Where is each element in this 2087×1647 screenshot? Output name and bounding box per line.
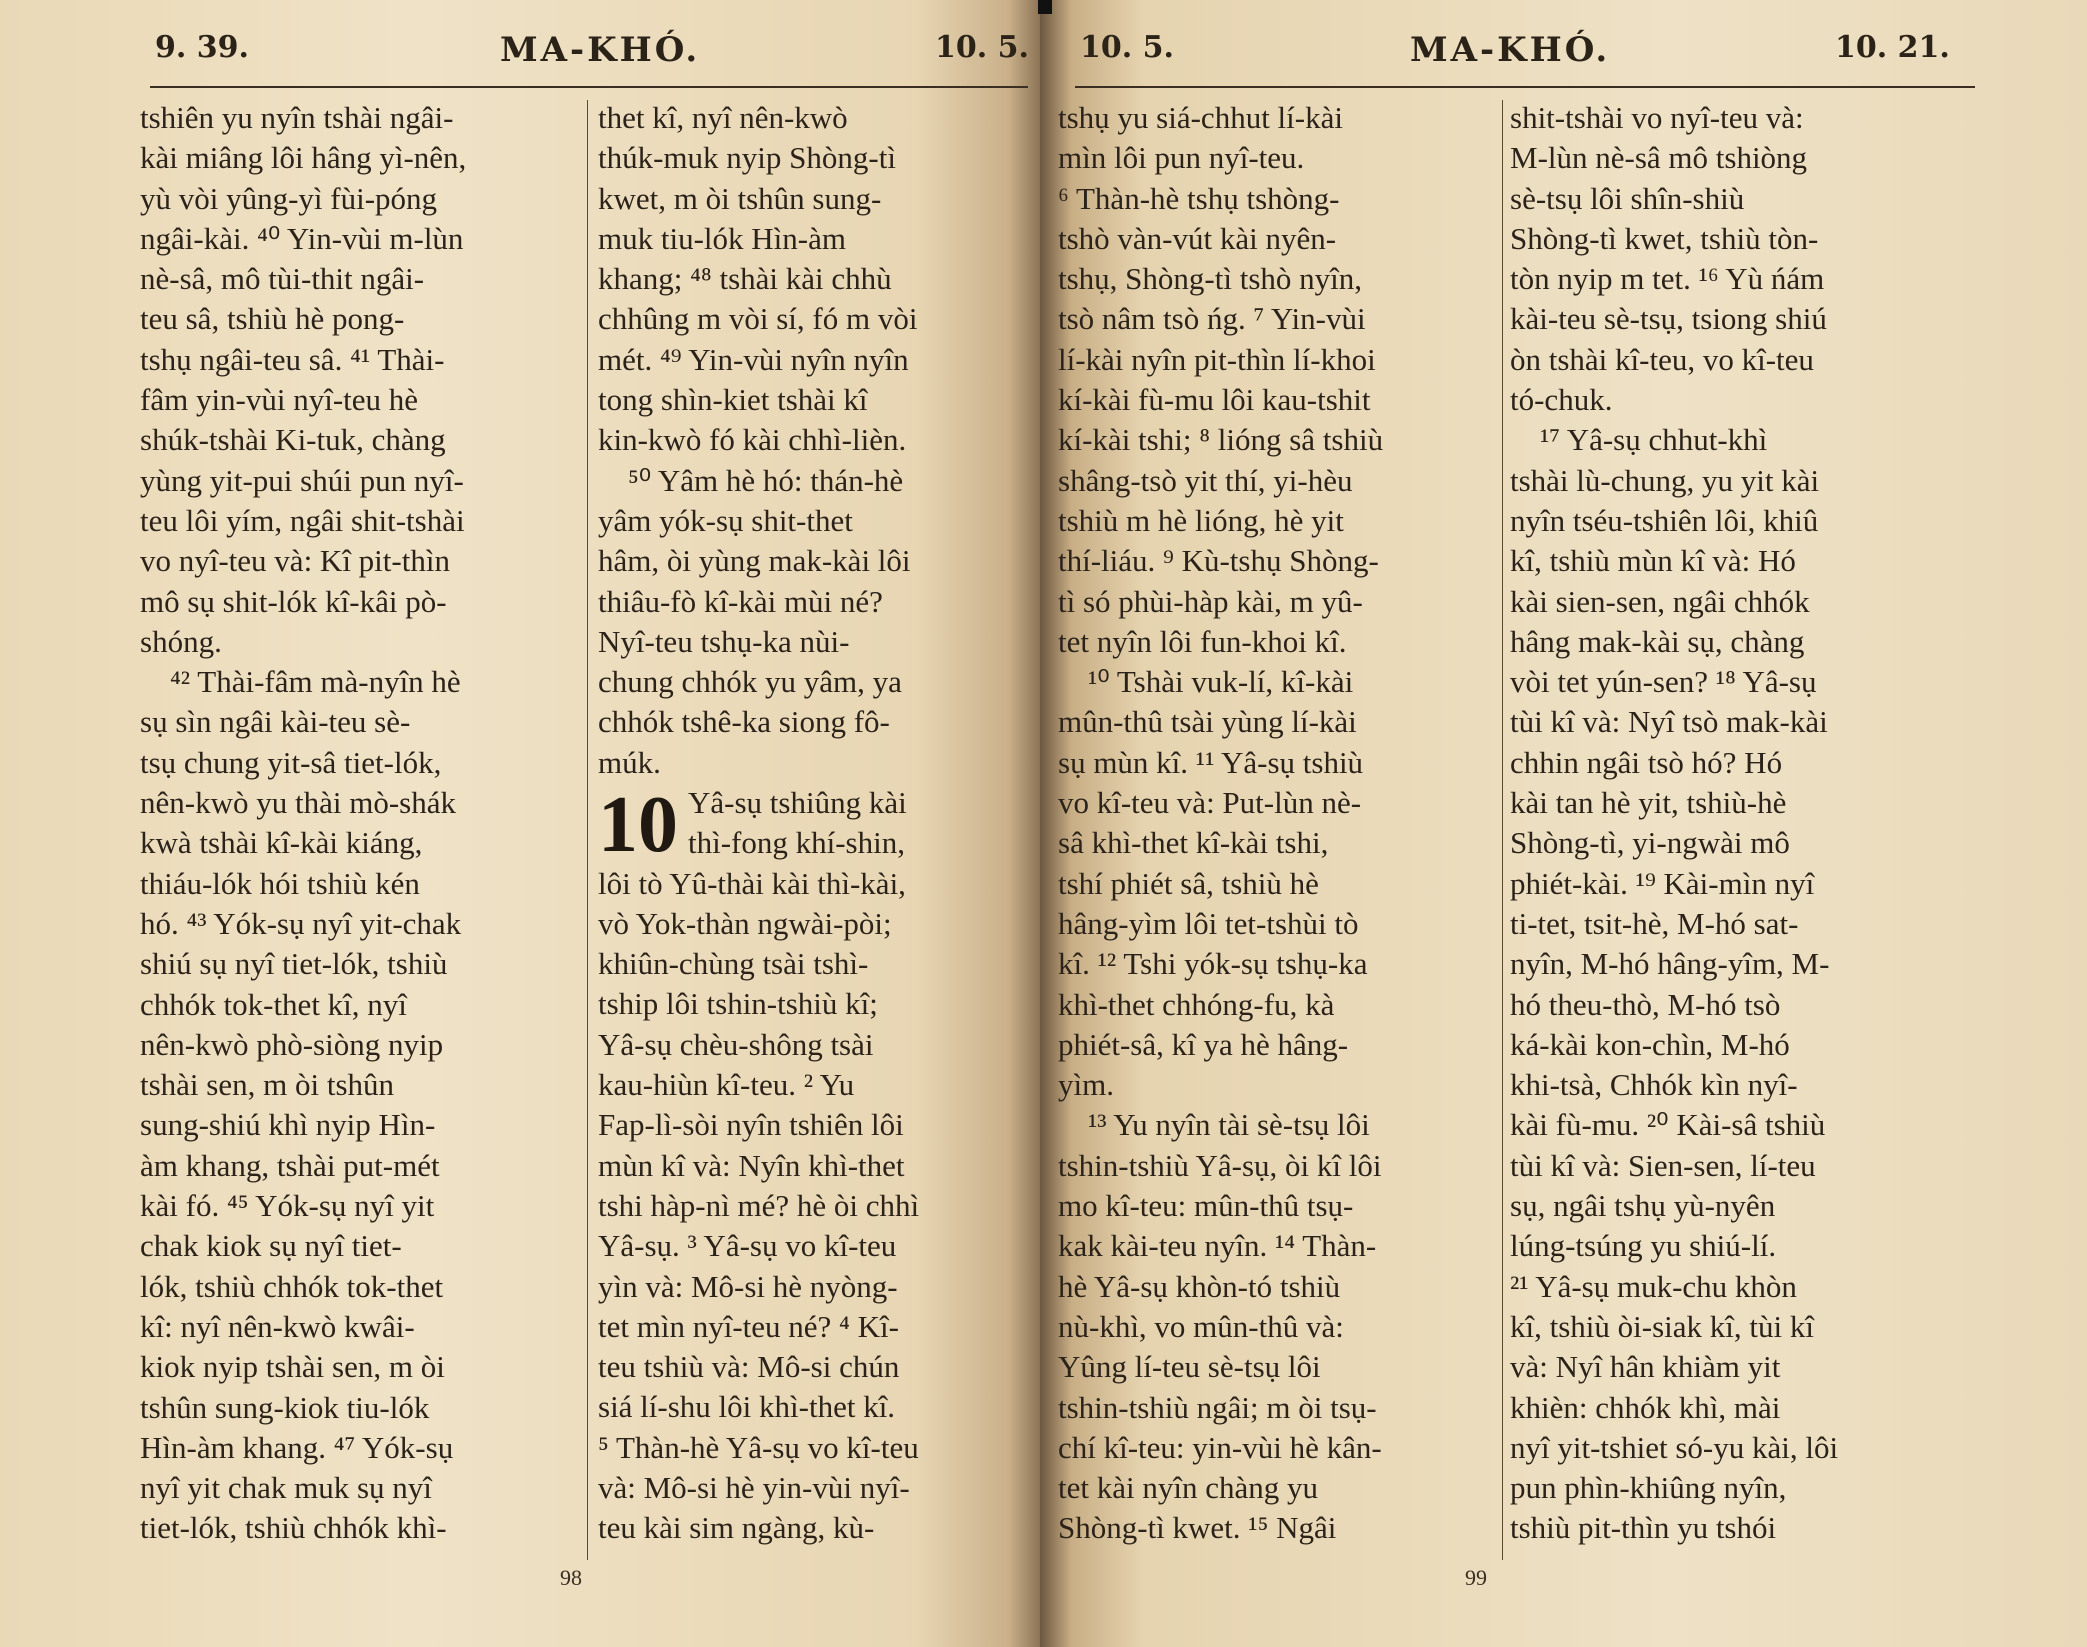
text-line: tshiù pit-thìn yu tshói	[1510, 1510, 1777, 1546]
text-line: vò Yok-thàn ngwài-pòi;	[598, 905, 892, 941]
text-line: phiét-sâ, kî ya hè hâng-	[1058, 1026, 1349, 1062]
text-line: kak kài-teu nyîn. ¹⁴ Thàn-	[1058, 1228, 1377, 1264]
text-line: chhók tshê-ka siong fô-	[598, 704, 890, 740]
left-column-1	[140, 98, 572, 1549]
text-line: Yâ-sụ chèu-shông tsài	[598, 1026, 874, 1062]
text-line: kwà tshài kî-kài kiáng,	[140, 825, 423, 861]
text-line: Shòng-tì, yi-ngwài mô	[1510, 825, 1790, 861]
right-column-2	[1510, 98, 1934, 1549]
text-line: Yâ-sụ tshiûng kài	[688, 785, 907, 820]
text-line: nên-kwò phò-siòng nyip	[140, 1026, 444, 1062]
text-line: tó-chuk.	[1510, 382, 1613, 418]
text-line: chhók tok-thet kî, nyî	[140, 986, 407, 1022]
text-line: thúk-muk nyip Shòng-tì	[598, 140, 896, 176]
text-line: ngâi-kài. ⁴⁰ Yin-vùi m-lùn	[140, 220, 464, 256]
text-line: ti-tet, tsit-hè, M-hó sat-	[1510, 905, 1799, 941]
text-line: shúk-tshài Ki-tuk, chàng	[140, 422, 446, 458]
right-page	[1040, 0, 2087, 1647]
text-line: lôi tò Yû-thài kài thì-kài,	[598, 865, 906, 901]
text-line: khiûn-chùng tsài tshì-	[598, 946, 869, 982]
text-line: ¹⁰ Tshài vuk-lí, kî-kài	[1088, 664, 1354, 700]
text-line: tshụ yu siá-chhut lí-kài	[1058, 100, 1343, 135]
left-page-header	[0, 30, 1040, 80]
text-line: nè-sâ, mô tùi-thit ngâi-	[140, 261, 425, 297]
text-line: lók, tshiù chhók tok-thet	[140, 1268, 444, 1304]
text-line: sâ khì-thet kî-kài tshi,	[1058, 825, 1329, 861]
text-line: mìn lôi pun nyî-teu.	[1058, 140, 1305, 176]
text-line: tshin-tshiù ngâi; m òi tsụ-	[1058, 1389, 1377, 1425]
text-line: tshài sen, m òi tshûn	[140, 1067, 395, 1103]
text-line: nên-kwò yu thài mò-shák	[140, 785, 456, 821]
text-line: Fap-lì-sòi nyîn tshiên lôi	[598, 1107, 904, 1143]
left-page	[0, 0, 1040, 1647]
right-column-1	[1058, 98, 1482, 1549]
text-line: phiét-kài. ¹⁹ Kài-mìn nyî	[1510, 865, 1815, 901]
text-line: kí-kài fù-mu lôi kau-tshit	[1058, 382, 1371, 418]
text-line: tshò vàn-vút kài nyên-	[1058, 220, 1337, 256]
right-page-number: 99	[1465, 1565, 1487, 1590]
text-line: khi-tsà, Chhók kìn nyî-	[1510, 1067, 1798, 1103]
text-line: sụ mùn kî. ¹¹ Yâ-sụ tshiù	[1058, 744, 1364, 780]
left-column-2	[598, 98, 1012, 783]
text-line: kau-hiùn kî-teu. ² Yu	[598, 1067, 855, 1103]
text-line: ⁵ Thàn-hè Yâ-sụ vo kî-teu	[598, 1429, 919, 1465]
text-line: pun phìn-khiûng nyîn,	[1510, 1470, 1787, 1506]
text-line: nyîn, M-hó hâng-yîm, M-	[1510, 946, 1830, 982]
text-line: thiáu-lók hói tshiù kén	[140, 865, 420, 901]
text-line: mo kî-teu: mûn-thû tsụ-	[1058, 1188, 1354, 1224]
text-line: yìn và: Mô-si hè nyòng-	[598, 1268, 898, 1304]
text-line: Yâ-sụ. ³ Yâ-sụ vo kî-teu	[598, 1228, 897, 1264]
text-line: tshài lù-chung, yu yit kài	[1510, 462, 1820, 498]
text-line: và: Nyî hân khiàm yit	[1510, 1349, 1781, 1385]
text-line: tshin-tshiù Yâ-sụ, òi kî lôi	[1058, 1147, 1382, 1183]
text-line: múk.	[598, 744, 661, 780]
text-line: kin-kwò fó kài chhì-lièn.	[598, 422, 907, 458]
left-header-ref-end: 10. 5.	[935, 30, 1029, 65]
left-header-ref-start: 9. 39.	[155, 30, 249, 65]
text-line: kí-kài tshi; ⁸ lióng sâ tshiù	[1058, 422, 1384, 458]
text-line: tì só phùi-hàp kài, m yû-	[1058, 583, 1363, 619]
text-line: sung-shiú khì nyip Hìn-	[140, 1107, 436, 1143]
text-line: hó theu-thò, M-hó tsò	[1510, 986, 1781, 1022]
text-line: thí-liáu. ⁹ Kù-tshụ Shòng-	[1058, 543, 1379, 579]
text-line: khièn: chhók khì, mài	[1510, 1389, 1781, 1425]
text-line: kî, tshiù òi-siak kî, tùi kî	[1510, 1308, 1814, 1344]
text-line: nyî yit-tshiet só-yu kài, lôi	[1510, 1429, 1839, 1465]
text-line: tsụ chung yit-sâ tiet-lók,	[140, 744, 442, 780]
text-line: hâng-yìm lôi tet-tshùi tò	[1058, 905, 1359, 941]
text-line: Hìn-àm khang. ⁴⁷ Yók-sụ	[140, 1429, 454, 1465]
text-line: yù vòi yûng-yì fùi-póng	[140, 180, 438, 216]
left-page-number: 98	[560, 1565, 582, 1590]
text-line: kài tan hè yit, tshiù-hè	[1510, 785, 1787, 821]
text-line: kî, tshiù mùn kî và: Hó	[1510, 543, 1796, 579]
text-line: tùi kî và: Nyî tsò mak-kài	[1510, 704, 1828, 740]
text-line: tiet-lók, tshiù chhók khì-	[140, 1510, 447, 1546]
text-line: tshụ ngâi-teu sâ. ⁴¹ Thài-	[140, 341, 445, 377]
left-column-divider	[587, 100, 588, 1560]
text-line: vo kî-teu và: Put-lùn nè-	[1058, 785, 1362, 821]
text-line: shit-tshài vo nyî-teu và:	[1510, 100, 1804, 135]
text-line: muk tiu-lók Hìn-àm	[598, 220, 846, 256]
text-line: ⁵⁰ Yâm hè hó: thán-hè	[628, 462, 904, 498]
text-line: kî. ¹² Tshi yók-sụ tshụ-ka	[1058, 946, 1368, 982]
text-line: tshûn sung-kiok tiu-lók	[140, 1389, 430, 1425]
text-line: shâng-tsò yit thí, yi-hèu	[1058, 462, 1353, 498]
text-line: sè-tsụ lôi shîn-shiù	[1510, 180, 1745, 216]
text-line: lúng-tsúng yu shiú-lí.	[1510, 1228, 1777, 1264]
text-line: teu tshiù và: Mô-si chún	[598, 1349, 900, 1385]
text-line: kiok nyip tshài sen, m òi	[140, 1349, 445, 1385]
chapter-number: 10	[598, 781, 678, 869]
text-line: kî: nyî nên-kwò kwâi-	[140, 1308, 415, 1344]
text-line: M-lùn nè-sâ mô tshiòng	[1510, 140, 1808, 176]
text-line: ká-kài kon-chìn, M-hó	[1510, 1026, 1790, 1062]
text-line: nyî yit chak muk sụ nyî	[140, 1470, 432, 1506]
text-line: ⁶ Thàn-hè tshụ tshòng-	[1058, 180, 1340, 216]
text-line: teu sâ, tshiù hè pong-	[140, 301, 405, 337]
right-header-ref-start: 10. 5.	[1080, 30, 1174, 65]
text-line: shiú sụ nyî tiet-lók, tshiù	[140, 946, 448, 982]
text-line: tsò nâm tsò ńg. ⁷ Yin-vùi	[1058, 301, 1366, 337]
text-line: tet mìn nyî-teu né? ⁴ Kî-	[598, 1308, 899, 1344]
text-line: chak kiok sụ nyî tiet-	[140, 1228, 402, 1264]
text-line: sụ sìn ngâi kài-teu sè-	[140, 704, 411, 740]
text-line: ¹⁷ Yâ-sụ chhut-khì	[1540, 422, 1768, 458]
text-line: kài-teu sè-tsụ, tsiong shiú	[1510, 301, 1827, 337]
text-line: tùi kî và: Sien-sen, lí-teu	[1510, 1147, 1816, 1183]
text-line: shóng.	[140, 623, 222, 659]
text-line: khì-thet chhóng-fu, kà	[1058, 986, 1335, 1022]
text-line: lí-kài nyîn pit-thìn lí-khoi	[1058, 341, 1376, 377]
text-line: ²¹ Yâ-sụ muk-chu khòn	[1510, 1268, 1797, 1304]
text-line: teu lôi yím, ngâi shit-tshài	[140, 502, 465, 538]
text-line: kài fù-mu. ²⁰ Kài-sâ tshiù	[1510, 1107, 1826, 1143]
text-line: vo nyî-teu và: Kî pit-thìn	[140, 543, 450, 579]
text-line: vòi tet yún-sen? ¹⁸ Yâ-sụ	[1510, 664, 1817, 700]
text-line: ¹³ Yu nyîn tài sè-tsụ lôi	[1088, 1107, 1370, 1143]
text-line: àm khang, tshài put-mét	[140, 1147, 440, 1183]
text-line: tong shìn-kiet tshài kî	[598, 382, 868, 418]
text-line: nyîn tséu-tshiên lôi, khiû	[1510, 502, 1819, 538]
text-line: tòn nyip m tet. ¹⁶ Yù ńám	[1510, 261, 1825, 297]
bookmark-ribbon	[1038, 0, 1052, 14]
text-line: tet nyîn lôi fun-khoi kî.	[1058, 623, 1347, 659]
text-line: tship lôi tshin-tshiù kî;	[598, 986, 878, 1022]
text-line: Yûng lí-teu sè-tsụ lôi	[1058, 1349, 1321, 1385]
right-column-divider	[1502, 100, 1503, 1560]
text-line: mùn kî và: Nyîn khì-thet	[598, 1147, 905, 1183]
right-header-rule	[1075, 86, 1975, 88]
text-line: sụ, ngâi tshụ yù-nyên	[1510, 1188, 1776, 1224]
text-line: tshiù m hè lióng, hè yit	[1058, 502, 1344, 538]
text-line: Shòng-tì kwet. ¹⁵ Ngâi	[1058, 1510, 1337, 1546]
text-line: hó. ⁴³ Yók-sụ nyî yit-chak	[140, 905, 462, 941]
left-header-rule	[150, 86, 1028, 88]
text-line: hâng mak-kài sụ, chàng	[1510, 623, 1805, 659]
text-line: òn tshài kî-teu, vo kî-teu	[1510, 341, 1814, 377]
right-page-header	[1040, 30, 2087, 80]
text-line: siá lí-shu lôi khì-thet kî.	[598, 1389, 896, 1425]
text-line: hè Yâ-sụ khòn-tó tshiù	[1058, 1268, 1341, 1304]
right-header-title: MA-KHÓ.	[1410, 30, 1611, 70]
text-line: và: Mô-si hè yin-vùi nyî-	[598, 1470, 910, 1506]
text-line: chhin ngâi tsò hó? Hó	[1510, 744, 1783, 780]
text-line: yùng yit-pui shúi pun nyî-	[140, 462, 464, 498]
text-line: tshiên yu nyîn tshài ngâi-	[140, 100, 454, 135]
left-column-2-chapter-text	[598, 783, 1012, 1549]
text-line: yìm.	[1058, 1067, 1114, 1103]
text-line: nù-khì, vo mûn-thû và:	[1058, 1308, 1344, 1344]
text-line: mét. ⁴⁹ Yin-vùi nyîn nyîn	[598, 341, 909, 377]
text-line: Nyî-teu tshụ-ka nùi-	[598, 623, 850, 659]
text-line: mô sụ shit-lók kî-kâi pò-	[140, 583, 447, 619]
text-line: yâm yók-sụ shit-thet	[598, 502, 853, 538]
text-line: khang; ⁴⁸ tshài kài chhù	[598, 261, 892, 297]
text-line: hâm, òi yùng mak-kài lôi	[598, 543, 911, 579]
text-line: tshí phiét sâ, tshiù hè	[1058, 865, 1319, 901]
text-line: mûn-thû tsài yùng lí-kài	[1058, 704, 1357, 740]
text-line: tshụ, Shòng-tì tshò nyîn,	[1058, 261, 1363, 297]
text-line: thet kî, nyî nên-kwò	[598, 100, 848, 135]
text-line: kwet, m òi tshûn sung-	[598, 180, 882, 216]
text-line: chung chhók yu yâm, ya	[598, 664, 902, 700]
text-line: ⁴² Thài-fâm mà-nyîn hè	[170, 664, 461, 700]
text-line: thiâu-fò kî-kài mùi né?	[598, 583, 883, 619]
left-header-title: MA-KHÓ.	[500, 30, 701, 70]
text-line: kài fó. ⁴⁵ Yók-sụ nyî yit	[140, 1188, 435, 1224]
text-line: fâm yin-vùi nyî-teu hè	[140, 382, 419, 418]
text-line: chhûng m vòi sí, fó m vòi	[598, 301, 918, 337]
text-line: teu kài sim ngàng, kù-	[598, 1510, 875, 1546]
text-line: chí kî-teu: yin-vùi hè kân-	[1058, 1429, 1382, 1465]
text-line: tshi hàp-nì mé? hè òi chhì	[598, 1187, 920, 1223]
text-line: thì-fong khí-shin,	[688, 825, 905, 861]
text-line: tet kài nyîn chàng yu	[1058, 1470, 1318, 1506]
right-header-ref-end: 10. 21.	[1835, 30, 1950, 65]
text-line: kài sien-sen, ngâi chhók	[1510, 583, 1810, 619]
text-line: Shòng-tì kwet, tshiù tòn-	[1510, 220, 1819, 256]
text-line: kài miâng lôi hâng yì-nên,	[140, 140, 467, 176]
